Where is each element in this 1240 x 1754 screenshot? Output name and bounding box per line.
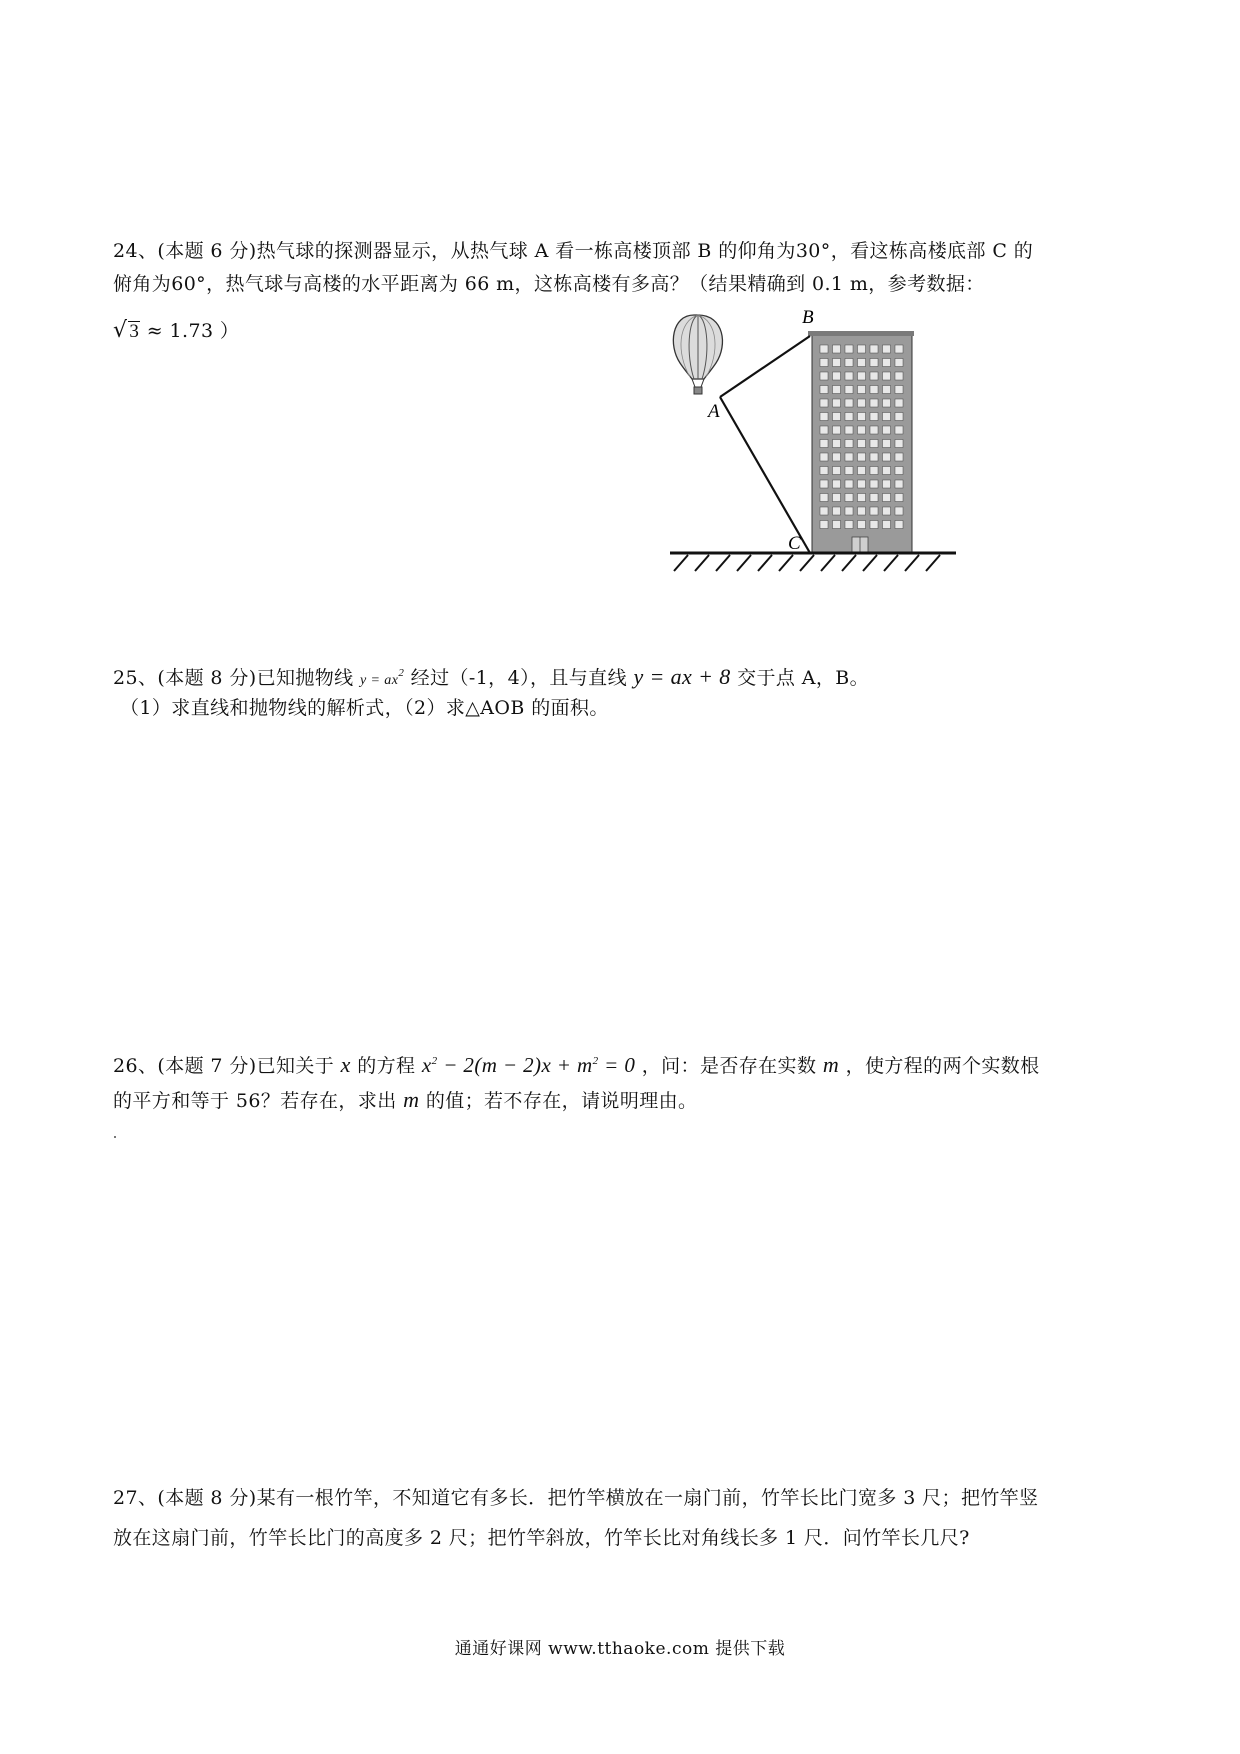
q25-mid: 经过（-1，4），且与直线 <box>410 667 627 689</box>
window <box>820 399 828 407</box>
window <box>895 359 903 367</box>
window <box>870 494 878 502</box>
window <box>833 467 841 475</box>
window <box>833 440 841 448</box>
window <box>870 453 878 461</box>
window <box>833 359 841 367</box>
window <box>858 494 866 502</box>
window <box>883 386 891 394</box>
window <box>833 494 841 502</box>
q26-mid1: 的方程 <box>357 1055 416 1077</box>
window <box>870 480 878 488</box>
window <box>883 507 891 515</box>
window <box>833 386 841 394</box>
window <box>870 386 878 394</box>
window <box>870 399 878 407</box>
window <box>833 345 841 353</box>
window <box>858 440 866 448</box>
window <box>895 453 903 461</box>
ground-hatch <box>674 555 688 571</box>
window <box>895 399 903 407</box>
window <box>858 426 866 434</box>
window <box>895 494 903 502</box>
window <box>845 413 853 421</box>
window <box>883 426 891 434</box>
q26-line2-a: 的平方和等于 56？若存在，求出 <box>113 1090 397 1112</box>
window <box>820 521 828 529</box>
window <box>820 345 828 353</box>
ground-hatch <box>800 555 814 571</box>
q25-subquestions: （1）求直线和抛物线的解析式，（2）求△AOB 的面积。 <box>120 697 609 719</box>
window <box>845 426 853 434</box>
window <box>820 372 828 380</box>
window <box>833 399 841 407</box>
window <box>820 480 828 488</box>
label-b: B <box>802 307 814 328</box>
window <box>870 507 878 515</box>
window <box>845 467 853 475</box>
window <box>895 345 903 353</box>
window <box>870 440 878 448</box>
window <box>883 467 891 475</box>
window <box>895 507 903 515</box>
window <box>870 372 878 380</box>
ground-hatch <box>821 555 835 571</box>
window <box>895 521 903 529</box>
q25-line-equation: y = ax + 8 <box>633 664 731 689</box>
q26-prefix: 26、(本题 7 分)已知关于 <box>113 1055 335 1077</box>
window <box>883 521 891 529</box>
window <box>845 480 853 488</box>
window <box>895 440 903 448</box>
window <box>820 467 828 475</box>
window <box>858 413 866 421</box>
window <box>895 372 903 380</box>
q26-line-2 <box>113 1087 697 1114</box>
window <box>870 426 878 434</box>
stray-mark <box>114 1136 116 1138</box>
q26-mid2: ，问：是否存在实数 <box>641 1055 817 1077</box>
window <box>820 426 828 434</box>
ground-hatch <box>884 555 898 571</box>
ground-line <box>670 553 956 571</box>
window <box>820 453 828 461</box>
window <box>845 453 853 461</box>
ground-hatch <box>779 555 793 571</box>
q26-var-m: m <box>822 1052 840 1077</box>
q26-equation: $x^2 - 2(m - 2)x + m^2 = 0$ <box>421 1053 636 1077</box>
q24-ref-value: ≈ 1.73 ） <box>146 320 240 342</box>
ground-hatch <box>737 555 751 571</box>
window <box>895 480 903 488</box>
window <box>895 413 903 421</box>
building <box>808 331 914 553</box>
window <box>858 453 866 461</box>
window <box>845 521 853 529</box>
window <box>870 345 878 353</box>
radical-sign: √ <box>113 318 128 343</box>
window <box>858 372 866 380</box>
window <box>870 521 878 529</box>
q26-line-1 <box>113 1052 1040 1079</box>
window <box>883 413 891 421</box>
q25-parabola: $y = ax^2$ <box>360 667 405 688</box>
window <box>883 372 891 380</box>
q26-line2-m: m <box>403 1087 420 1112</box>
line-a-to-c <box>720 397 810 553</box>
window <box>870 467 878 475</box>
window <box>820 440 828 448</box>
q24-line-1: 24、(本题 6 分)热气球的探测器显示，从热气球 A 看一栋高楼顶部 B 的仰角为30°，看这栋高楼底部 C 的 <box>113 240 1034 262</box>
q26-line2-b: 的值；若不存在，请说明理由。 <box>425 1090 698 1112</box>
window <box>858 386 866 394</box>
q24-reference <box>113 318 239 344</box>
window <box>858 521 866 529</box>
window <box>845 399 853 407</box>
window <box>858 399 866 407</box>
window <box>833 426 841 434</box>
window <box>883 359 891 367</box>
window <box>895 467 903 475</box>
window <box>895 426 903 434</box>
window <box>870 359 878 367</box>
window <box>820 386 828 394</box>
ground-hatch <box>758 555 772 571</box>
window <box>858 507 866 515</box>
ground-hatch <box>716 555 730 571</box>
q24-ref-radicand: 3 <box>129 321 140 342</box>
label-c: C <box>788 533 801 554</box>
ground-hatch <box>905 555 919 571</box>
window <box>883 494 891 502</box>
q27-line-1: 27、(本题 8 分)某有一根竹竿，不知道它有多长．把竹竿横放在一扇门前，竹竿长比门宽多 3 尺；把竹竿竖 <box>113 1487 1039 1509</box>
window <box>833 480 841 488</box>
window <box>833 507 841 515</box>
line-a-to-b <box>720 336 810 397</box>
window <box>883 399 891 407</box>
ground-hatch <box>863 555 877 571</box>
window <box>833 453 841 461</box>
q26-var-x: x <box>340 1052 351 1077</box>
ground-hatch <box>926 555 940 571</box>
window <box>883 453 891 461</box>
window <box>845 386 853 394</box>
window <box>883 440 891 448</box>
window <box>820 359 828 367</box>
page-footer: 通通好课网 www.tthaoke.com 提供下载 <box>454 1639 786 1659</box>
label-a: A <box>708 401 720 422</box>
window <box>833 521 841 529</box>
ground-hatch <box>842 555 856 571</box>
window <box>858 480 866 488</box>
window <box>895 386 903 394</box>
q25-line-1 <box>113 664 869 694</box>
q25-prefix: 25、(本题 8 分)已知抛物线 <box>113 667 354 689</box>
window <box>883 345 891 353</box>
window <box>833 372 841 380</box>
window <box>845 494 853 502</box>
q25-suffix: 交于点 A，B。 <box>737 667 870 689</box>
window <box>883 480 891 488</box>
q27-line-2: 放在这扇门前，竹竿长比门的高度多 2 尺；把竹竿斜放，竹竿长比对角线长多 1 尺．问竹竿长几尺? <box>113 1527 970 1549</box>
window <box>858 467 866 475</box>
window <box>845 507 853 515</box>
window <box>833 413 841 421</box>
window <box>845 359 853 367</box>
window <box>820 507 828 515</box>
ground-hatch <box>695 555 709 571</box>
window <box>858 359 866 367</box>
q24-line-2: 俯角为60°，热气球与高楼的水平距离为 66 m，这栋高楼有多高？（结果精确到 0.1 m，参考数据： <box>113 273 985 295</box>
window <box>870 413 878 421</box>
window <box>858 345 866 353</box>
window <box>820 413 828 421</box>
window <box>845 345 853 353</box>
q24-figure <box>670 305 970 585</box>
window <box>845 372 853 380</box>
q26-end1: ，使方程的两个实数根 <box>845 1055 1040 1077</box>
window <box>820 494 828 502</box>
window <box>845 440 853 448</box>
hot-air-balloon-icon <box>673 315 722 394</box>
